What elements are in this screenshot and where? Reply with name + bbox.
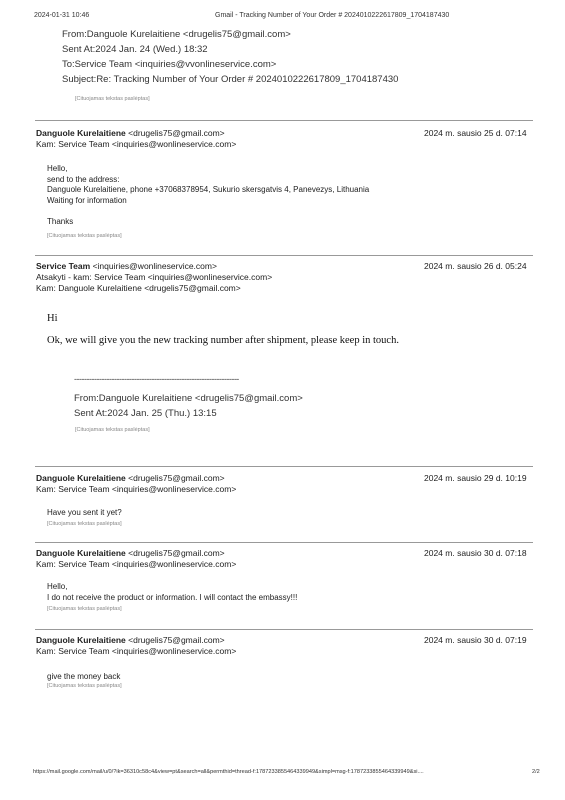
divider: [35, 120, 533, 121]
message-body: Hello, I do not receive the product or information. I will contact the embassy!!!: [47, 582, 298, 602]
message-date: 2024 m. sausio 25 d. 07:14: [424, 128, 527, 138]
message-date: 2024 m. sausio 30 d. 07:19: [424, 635, 527, 645]
message-sender-block: [36, 548, 236, 570]
message-sender-block: [36, 128, 236, 150]
print-url[interactable]: https://mail.google.com/mail/u/0/?ik=36310c58c4&view=pt&search=all&permthid=thread-f:1787233855464339949&simpl=msg-f:1787233855464339949&si....: [33, 769, 424, 775]
quote-sent: Sent At:2024 Jan. 24 (Wed.) 18:32: [62, 44, 208, 55]
divider: [35, 542, 533, 543]
quote-sent: Sent At:2024 Jan. 25 (Thu.) 13:15: [74, 408, 217, 419]
message-body: Hello, send to the address: Danguole Kurelaitiene, phone +37068378954, Sukurio skersgatvis 4, Panevezys, Lithuania Waiting for information Thanks: [47, 164, 370, 226]
recipient-line: Kam: Service Team <inquiries@wonlineservice.com>: [36, 646, 237, 656]
quote-subject: Subject:Re: Tracking Number of Your Order # 2024010222617809_1704187430: [62, 74, 399, 85]
quote-to: To:Service Team <inquiries@vvonlineservice.com>: [62, 59, 277, 70]
hidden-quote-toggle[interactable]: [Cituojamas tekstas paslėptas]: [47, 521, 122, 527]
recipient-line: Kam: Service Team <inquiries@wonlineservice.com>: [36, 559, 237, 569]
sender-name: Danguole Kurelaitiene: [36, 548, 126, 558]
sender-email: <inquiries@wonlineservice.com>: [92, 261, 217, 271]
divider: [35, 466, 533, 467]
message-greeting: Hi: [47, 313, 58, 324]
message-body: Have you sent it yet?: [47, 508, 122, 517]
hidden-quote-toggle[interactable]: [Cituojamas tekstas paslėptas]: [75, 96, 150, 102]
hidden-quote-toggle[interactable]: [Cituojamas tekstas paslėptas]: [75, 427, 150, 433]
recipient-line: Kam: Service Team <inquiries@wonlineservice.com>: [36, 139, 237, 149]
message-sender-block: [36, 261, 272, 294]
sender-email: <drugelis75@gmail.com>: [128, 128, 225, 138]
sender-name: Danguole Kurelaitiene: [36, 473, 126, 483]
sender-name: Service Team: [36, 261, 91, 271]
sender-email: <drugelis75@gmail.com>: [128, 635, 225, 645]
message-date: 2024 m. sausio 26 d. 05:24: [424, 261, 527, 271]
print-title: Gmail - Tracking Number of Your Order # 2024010222617809_1704187430: [215, 12, 450, 19]
sender-name: Danguole Kurelaitiene: [36, 635, 126, 645]
inner-quote-header: [74, 391, 303, 421]
top-quoted-header: [62, 27, 398, 87]
message-text: Ok, we will give you the new tracking number after shipment, please keep in touch.: [47, 335, 399, 346]
hidden-quote-toggle[interactable]: [Cituojamas tekstas paslėptas]: [47, 683, 122, 689]
sender-email: <drugelis75@gmail.com>: [128, 548, 225, 558]
reply-to-line: Atsakyti - kam: Service Team <inquiries@wonlineservice.com>: [36, 272, 273, 282]
hidden-quote-toggle[interactable]: [Cituojamas tekstas paslėptas]: [47, 233, 122, 239]
recipient-line: Kam: Service Team <inquiries@wonlineservice.com>: [36, 484, 237, 494]
quote-separator: ------------------------------------------------------------------: [74, 374, 239, 384]
quote-from: From:Danguole Kurelaitiene <drugelis75@gmail.com>: [62, 29, 291, 40]
divider: [35, 255, 533, 256]
message-sender-block: [36, 473, 236, 495]
quote-from: From:Danguole Kurelaitiene <drugelis75@gmail.com>: [74, 393, 303, 404]
sender-email: <drugelis75@gmail.com>: [128, 473, 225, 483]
message-date: 2024 m. sausio 29 d. 10:19: [424, 473, 527, 483]
page-number: 2/2: [532, 769, 540, 775]
print-timestamp: 2024-01-31 10:46: [34, 12, 90, 19]
hidden-quote-toggle[interactable]: [Cituojamas tekstas paslėptas]: [47, 606, 122, 612]
recipient-line: Kam: Danguole Kurelaitiene <drugelis75@gmail.com>: [36, 283, 241, 293]
divider: [35, 629, 533, 630]
message-date: 2024 m. sausio 30 d. 07:18: [424, 548, 527, 558]
message-body: give the money back: [47, 672, 121, 681]
message-sender-block: [36, 635, 236, 657]
sender-name: Danguole Kurelaitiene: [36, 128, 126, 138]
